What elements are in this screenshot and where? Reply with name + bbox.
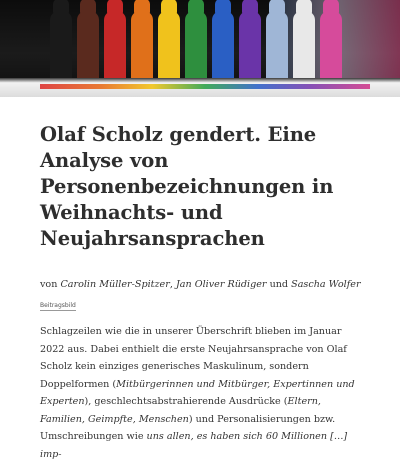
paragraph-text: ) und Personalisierungen bzw. Umschreibungen wie	[40, 413, 336, 442]
paragraph-text: ), geschlechtsabstrahierende Ausdrücke (	[84, 396, 288, 407]
article-content	[0, 122, 400, 463]
tag-link[interactable]: Beitragsbild	[40, 302, 76, 309]
hero-figure	[131, 11, 153, 83]
author-link[interactable]: Jan Oliver Rüdiger	[175, 279, 267, 290]
byline-separator: ,	[169, 279, 173, 290]
hero-figure	[239, 11, 261, 83]
article-paragraph	[40, 323, 362, 463]
byline-separator: und	[269, 279, 289, 290]
hero-figure	[77, 11, 99, 83]
hero-figure	[50, 11, 72, 83]
hero-figure	[293, 11, 315, 83]
hero-figure	[185, 11, 207, 83]
paragraph-emphasis: uns allen, es haben sich 60 Millionen […] imp-	[40, 431, 348, 460]
hero-figure	[104, 11, 126, 83]
paragraph-text: Schlagzeilen wie die in unserer Überschrift blieben im Januar 2022 aus. Dabei enthielt die erste Neujahrsansprache von Olaf Scholz kein einziges generisches Maskulinum, sondern Doppelformen (	[40, 326, 347, 390]
paragraph-emphasis: Eltern, Familien, Geimpfte, Menschen	[40, 396, 321, 425]
hero-figure	[158, 11, 180, 83]
paragraph-emphasis: Mitbürgerinnen und Mitbürger, Expertinnen und Experten	[40, 378, 355, 407]
article-title: Olaf Scholz gendert. Eine Analyse von Personenbezeichnungen in Weihnachts- und Neujahrsansprachen	[40, 123, 334, 250]
hero-figure	[266, 11, 288, 83]
author-link[interactable]: Carolin Müller-Spitzer	[60, 279, 170, 290]
hero-image	[0, 0, 400, 97]
hero-figure	[320, 11, 342, 83]
hero-rainbow-stripe	[40, 84, 370, 89]
article-byline	[40, 278, 362, 292]
author-link[interactable]: Sascha Wolfer	[291, 279, 361, 290]
byline-prefix: von	[40, 279, 58, 290]
hero-figure	[212, 11, 234, 83]
